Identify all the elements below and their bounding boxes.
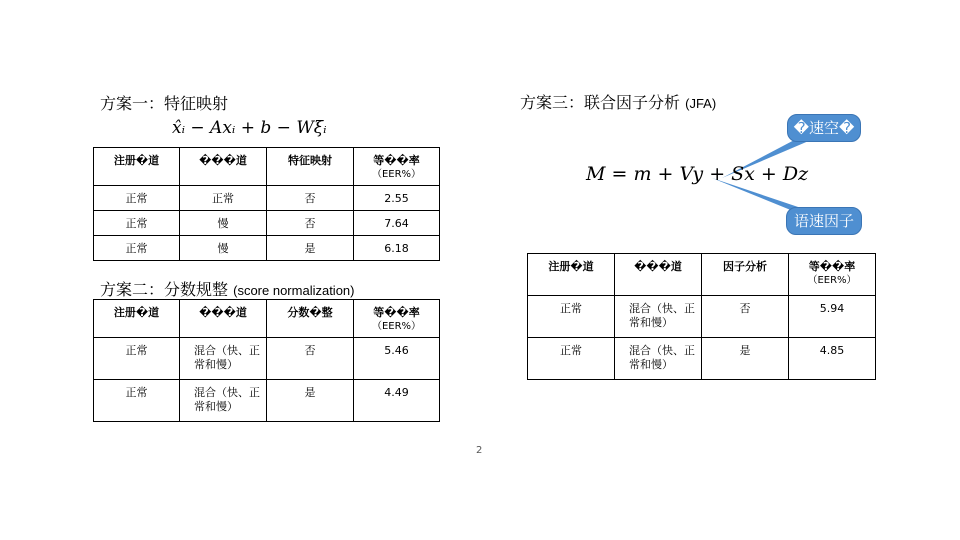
table-cell: 5.46 <box>354 338 440 380</box>
scheme1-title: 方案一：特征映射 <box>100 94 229 113</box>
table-cell: 混合（快、正常和慢） <box>180 338 267 380</box>
header-cell: 注册�道 <box>94 300 180 338</box>
scheme2-title-cn: 方案二：分数规整 <box>100 280 229 299</box>
table-header-row <box>94 148 440 186</box>
header-cell: 因子分析 <box>702 254 789 296</box>
header-cell: 等��率 （EER%） <box>354 300 440 338</box>
scheme3-title <box>520 90 716 113</box>
table-cell: 正常 <box>94 338 180 380</box>
table-cell: 否 <box>702 296 789 338</box>
page-number: 2 <box>476 445 483 456</box>
table-cell: 正常 <box>94 186 180 211</box>
header-cell: 注册�道 <box>528 254 615 296</box>
table-cell: 正常 <box>528 296 615 338</box>
header-cell: 注册�道 <box>94 148 180 186</box>
table-row <box>94 186 440 211</box>
table-cell: 是 <box>267 380 354 422</box>
table-cell: 6.18 <box>354 236 440 261</box>
table-row <box>528 338 876 380</box>
table-cell: 否 <box>267 338 354 380</box>
speed-space-callout: �速空� <box>787 114 861 142</box>
header-cell: 分数�整 <box>267 300 354 338</box>
table-cell: 正常 <box>94 236 180 261</box>
table-cell: 正常 <box>94 211 180 236</box>
table-row <box>94 338 440 380</box>
table-cell: 2.55 <box>354 186 440 211</box>
table-cell: 4.85 <box>789 338 876 380</box>
header-cell: ���道 <box>180 300 267 338</box>
table-cell: 是 <box>702 338 789 380</box>
table-cell: 混合（快、正常和慢） <box>180 380 267 422</box>
table-row <box>94 211 440 236</box>
table-cell: 否 <box>267 186 354 211</box>
table-header-row <box>528 254 876 296</box>
table-row <box>94 380 440 422</box>
table-cell: 正常 <box>180 186 267 211</box>
header-cell: 等��率 （EER%） <box>789 254 876 296</box>
scheme2-title-en: (score normalization) <box>233 283 355 298</box>
scheme2-table <box>93 299 440 422</box>
table-row <box>94 236 440 261</box>
speed-factor-callout: 语速因子 <box>786 207 862 235</box>
table-cell: 混合（快、正常和慢） <box>615 338 702 380</box>
table-cell: 慢 <box>180 236 267 261</box>
table-cell: 混合（快、正常和慢） <box>615 296 702 338</box>
table-cell: 7.64 <box>354 211 440 236</box>
header-cell: ���道 <box>180 148 267 186</box>
table-cell: 5.94 <box>789 296 876 338</box>
scheme1-formula: x̂ᵢ − Axᵢ + b − Wξᵢ <box>172 118 327 138</box>
table-cell: 正常 <box>94 380 180 422</box>
scheme3-title-en: (JFA) <box>685 96 717 111</box>
scheme2-title <box>100 277 354 300</box>
table-header-row <box>94 300 440 338</box>
table-cell: 4.49 <box>354 380 440 422</box>
table-cell: 慢 <box>180 211 267 236</box>
table-row <box>528 296 876 338</box>
jfa-formula: M = m + Vy + Sx + Dz <box>586 163 809 185</box>
table-cell: 正常 <box>528 338 615 380</box>
table-cell: 否 <box>267 211 354 236</box>
scheme3-title-cn: 方案三：联合因子分析 <box>520 93 681 112</box>
table-cell: 是 <box>267 236 354 261</box>
header-cell: ���道 <box>615 254 702 296</box>
scheme3-table <box>527 253 876 380</box>
header-cell: 特征映射 <box>267 148 354 186</box>
header-cell: 等��率 （EER%） <box>354 148 440 186</box>
scheme1-table <box>93 147 440 261</box>
